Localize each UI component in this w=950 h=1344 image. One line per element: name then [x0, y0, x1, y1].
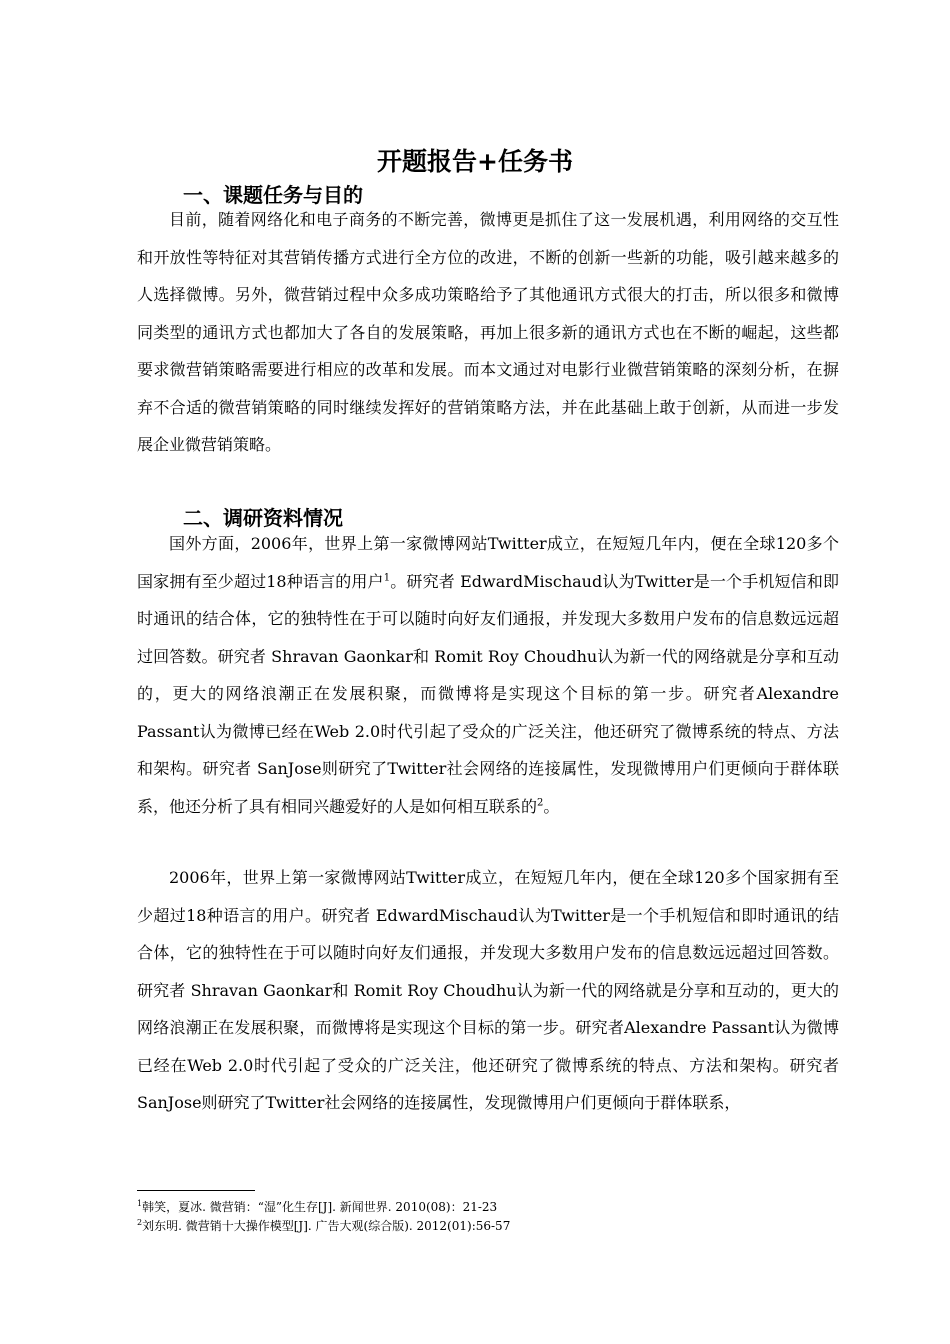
- footnote-text: 刘东明. 微营销十大操作模型[J]. 广告大观(综合版). 2012(01):56-57: [142, 1219, 511, 1233]
- footnote-divider: [137, 1190, 255, 1191]
- footnote-text: 韩笑，夏冰. 微营销：“湿”化生存[J]. 新闻世界. 2010(08)：21-23: [142, 1200, 498, 1214]
- footnote-2: [137, 1215, 837, 1234]
- p1-text-b: 。研究者 EdwardMischaud认为Twitter是一个手机短信和即时通讯的结合体，它的独特性在于可以随时向好友们通报，并发现大多数用户发布的信息数远远超过回答数。研究者 Shravan Gaonkar和 Romit Roy Choudhu认为新一代的网络就是分享和互动的，更大的网络浪潮正在发展积聚，而微博将是实现这个目标的第一步。研究者Alexandre Passant认为微博已经在Web 2.0时代引起了受众的广泛关注，他还研究了微博系统的特点、方法和架构。研究者 SanJose则研究了Twitter社会网络的连接属性，发现微博用户们更倾向于群体联系，他还分析了具有相同兴趣爱好的人是如何相互联系的: [137, 571, 839, 816]
- section2-heading: 二、调研资料情况: [183, 506, 343, 530]
- section1-paragraph: 目前，随着网络化和电子商务的不断完善，微博更是抓住了这一发展机遇，利用网络的交互性和开放性等特征对其营销传播方式进行全方位的改进，不断的创新一些新的功能，吸引越来越多的人选择微博。另外，微营销过程中众多成功策略给予了其他通讯方式很大的打击，所以很多和微博同类型的通讯方式也都加大了各自的发展策略，再加上很多新的通讯方式也在不断的崛起，这些都要求微营销策略需要进行相应的改革和发展。而本文通过对电影行业微营销策略的深刻分析，在摒弃不合适的微营销策略的同时继续发挥好的营销策略方法，并在此基础上敢于创新，从而进一步发展企业微营销策略。: [137, 210, 839, 454]
- footnote-mark: 1: [137, 1199, 143, 1208]
- footnote-mark: 2: [137, 1218, 143, 1227]
- p1-text-a: 国外方面，2006年，世界上第一家微博网站Twitter成立，在短短几年内，便在全球120多个国家拥有至少超过18种语言的用户: [137, 534, 839, 591]
- footnote-1: [137, 1196, 837, 1215]
- p1-text-c: 。: [543, 796, 560, 816]
- section1-heading: 一、课题任务与目的: [183, 183, 363, 207]
- section2-paragraph-2: 2006年，世界上第一家微博网站Twitter成立，在短短几年内，便在全球120多个国家拥有至少超过18种语言的用户。研究者 EdwardMischaud认为Twitter是一个手机短信和即时通讯的结合体，它的独特性在于可以随时向好友们通报，并发现大多数用户发布的信息数远远超过回答数。研究者 Shravan Gaonkar和 Romit Roy Choudhu认为新一代的网络就是分享和互动的，更大的网络浪潮正在发展积聚，而微博将是实现这个目标的第一步。研究者Alexandre Passant认为微博已经在Web 2.0时代引起了受众的广泛关注，他还研究了微博系统的特点、方法和架构。研究者SanJose则研究了Twitter社会网络的连接属性，发现微博用户们更倾向于群体联系，: [137, 868, 839, 1112]
- document-title: 开题报告+任务书: [377, 147, 573, 176]
- section2-paragraph-1: [137, 525, 839, 825]
- footnote-ref-2: 2: [537, 797, 544, 809]
- footnote-ref-1: 1: [383, 572, 391, 584]
- footnotes: [137, 1196, 837, 1234]
